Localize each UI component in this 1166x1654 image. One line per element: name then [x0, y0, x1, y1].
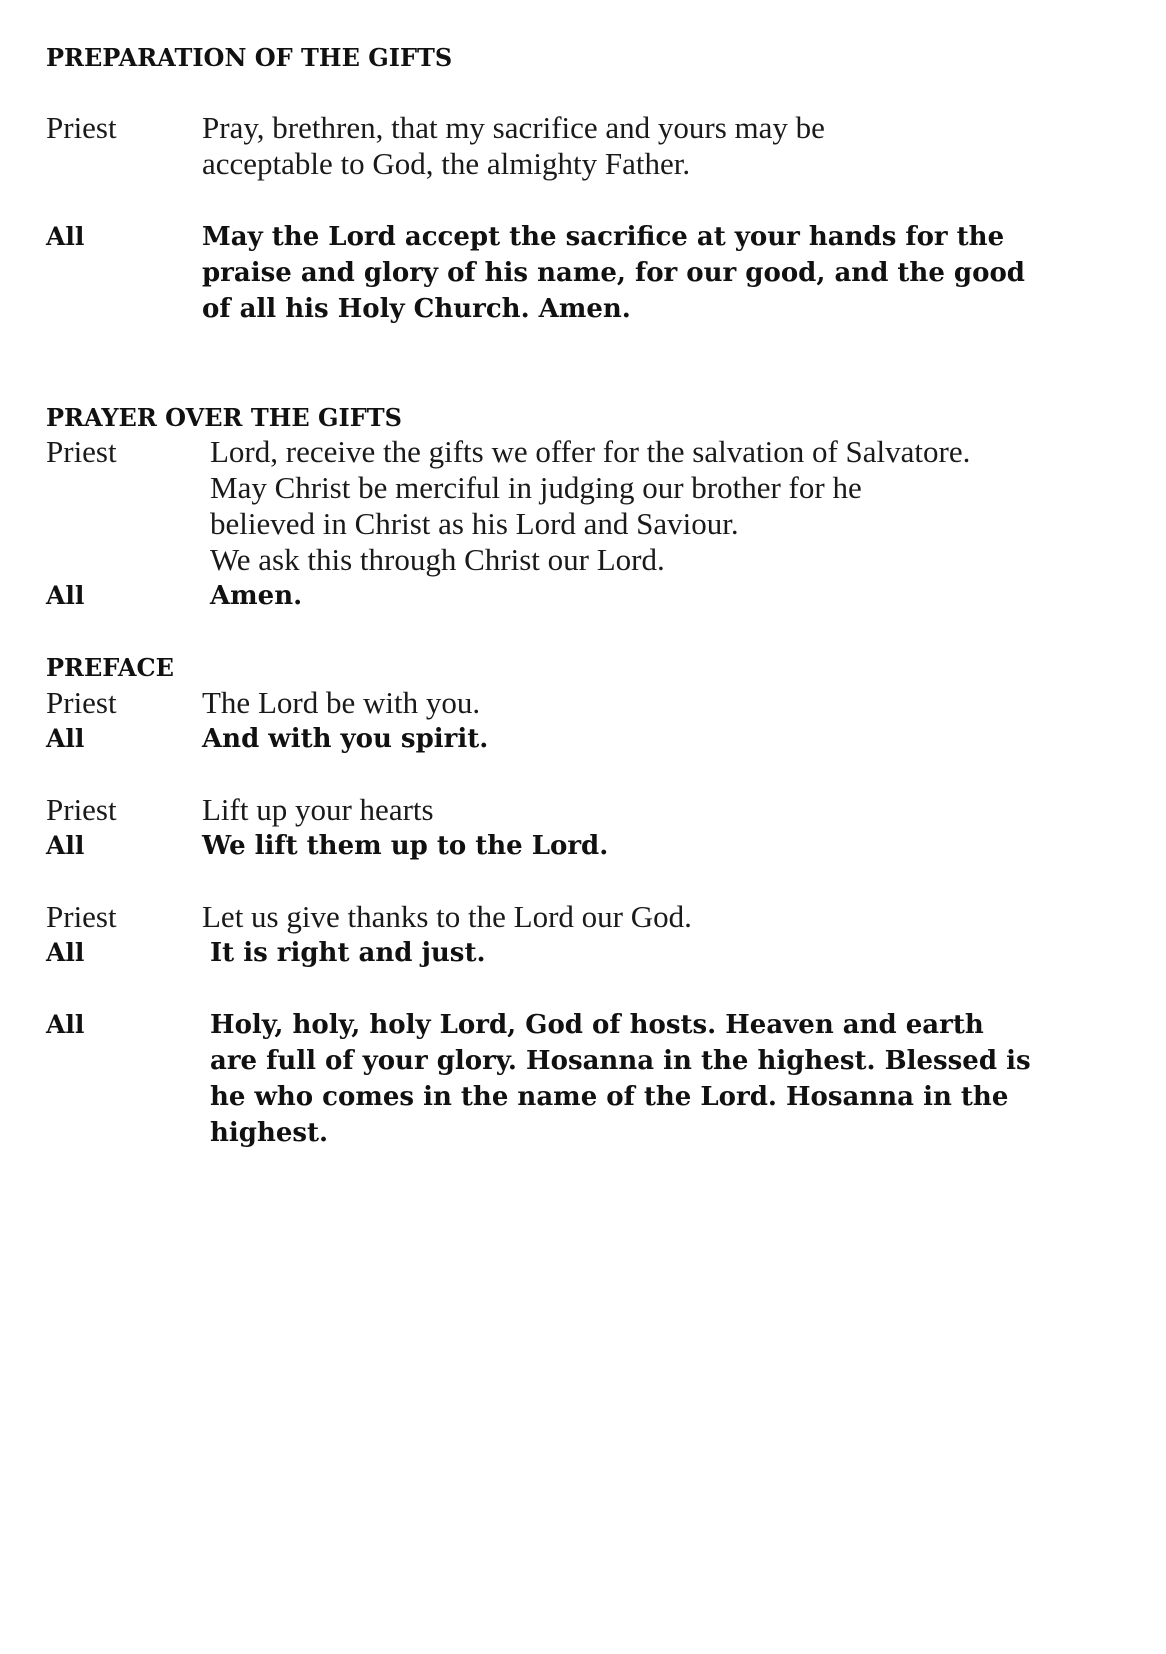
priest-line: acceptable to God, the almighty Father.	[202, 146, 691, 181]
priest-line: Lord, receive the gifts we offer for the salvation of Salvatore.	[210, 434, 971, 469]
speaker-label-priest: Priest	[46, 685, 117, 720]
priest-line: believed in Christ as his Lord and Saviour.	[210, 506, 739, 541]
speaker-label-priest: Priest	[46, 899, 117, 934]
speaker-label-all: All	[46, 581, 85, 610]
heading-preparation-of-the-gifts: PREPARATION OF THE GIFTS	[46, 43, 453, 72]
priest-line: May Christ be merciful in judging our brother for he	[210, 470, 862, 505]
priest-line: Pray, brethren, that my sacrifice and yours may be	[202, 110, 825, 145]
all-response-line: Amen.	[210, 581, 303, 611]
all-response-line: And with you spirit.	[202, 724, 489, 754]
all-response-line: of all his Holy Church. Amen.	[202, 294, 631, 324]
heading-prayer-over-the-gifts: PRAYER OVER THE GIFTS	[46, 403, 402, 432]
all-response-line: It is right and just.	[210, 938, 486, 968]
priest-line: The Lord be with you.	[202, 685, 481, 720]
sanctus-line: Holy, holy, holy Lord, God of hosts. Heaven and earth	[210, 1010, 984, 1040]
priest-line: We ask this through Christ our Lord.	[210, 542, 665, 577]
heading-preface: PREFACE	[46, 653, 174, 682]
speaker-label-all: All	[46, 831, 85, 860]
sanctus-line: he who comes in the name of the Lord. Hosanna in the	[210, 1082, 1009, 1112]
speaker-label-all: All	[46, 724, 85, 753]
priest-line: Lift up your hearts	[202, 792, 434, 827]
speaker-label-priest: Priest	[46, 434, 117, 469]
all-response-line: We lift them up to the Lord.	[202, 831, 609, 861]
all-response-line: May the Lord accept the sacrifice at your hands for the	[202, 222, 1005, 252]
speaker-label-all: All	[46, 938, 85, 967]
all-response-line: praise and glory of his name, for our good, and the good	[202, 258, 1025, 288]
sanctus-line: highest.	[210, 1118, 329, 1148]
speaker-label-priest: Priest	[46, 792, 117, 827]
speaker-label-priest: Priest	[46, 110, 117, 145]
priest-line: Let us give thanks to the Lord our God.	[202, 899, 692, 934]
speaker-label-all: All	[46, 222, 85, 251]
speaker-label-all: All	[46, 1010, 85, 1039]
sanctus-line: are full of your glory. Hosanna in the highest. Blessed is	[210, 1046, 1031, 1076]
